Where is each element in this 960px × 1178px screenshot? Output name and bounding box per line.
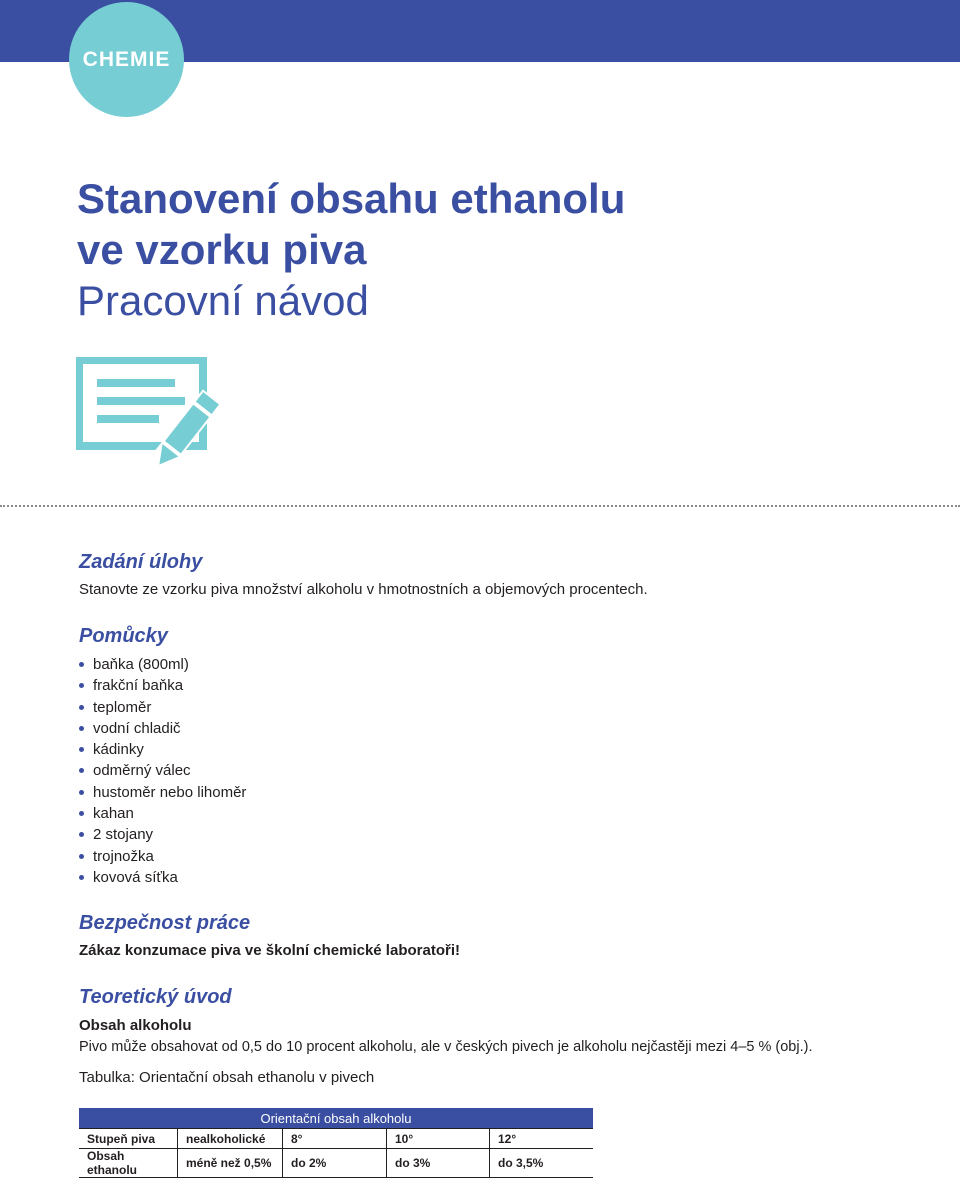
list-item: hustoměr nebo lihoměr [79, 782, 246, 803]
table-caption: Tabulka: Orientační obsah ethanolu v pivech [79, 1069, 375, 1086]
table-cell: 8° [283, 1129, 387, 1149]
table-row [79, 1129, 593, 1149]
list-item: vodní chladič [79, 718, 246, 739]
title-line-1: Stanovení obsahu ethanolu [77, 175, 626, 222]
theory-text: Pivo může obsahovat od 0,5 do 10 procent alkoholu, ale v českých pivech je alkoholu nejčastěji mezi 4–5 % (obj.). [79, 1039, 813, 1055]
table-cell: Obsah ethanolu [79, 1149, 178, 1178]
theory-subheading: Obsah alkoholu [79, 1017, 192, 1034]
task-text: Stanovte ze vzorku piva množství alkoholu v hmotnostních a objemových procentech. [79, 581, 648, 598]
title-subtitle: Pracovní návod [77, 277, 369, 324]
section-heading-tools: Pomůcky [79, 625, 168, 647]
divider [0, 505, 960, 507]
section-heading-task: Zadání úlohy [79, 551, 203, 573]
document-pencil-icon [76, 357, 222, 477]
table-header: Orientační obsah alkoholu [79, 1108, 593, 1129]
section-heading-theory: Teoretický úvod [79, 986, 232, 1008]
table-cell: do 3% [387, 1149, 490, 1178]
table-cell: Stupeň piva [79, 1129, 178, 1149]
list-item: baňka (800ml) [79, 654, 246, 675]
alcohol-table [79, 1108, 593, 1178]
table-cell: méně než 0,5% [178, 1149, 283, 1178]
section-heading-safety: Bezpečnost práce [79, 912, 251, 934]
list-item: frakční baňka [79, 675, 246, 696]
table-cell: nealkoholické [178, 1129, 283, 1149]
list-item: kahan [79, 803, 246, 824]
tools-list [79, 654, 246, 888]
list-item: 2 stojany [79, 824, 246, 845]
list-item: kádinky [79, 739, 246, 760]
list-item: trojnožka [79, 846, 246, 867]
table-cell: do 2% [283, 1149, 387, 1178]
page-title [77, 173, 625, 326]
table-cell: do 3,5% [490, 1149, 594, 1178]
table-cell: 10° [387, 1129, 490, 1149]
title-line-2: ve vzorku piva [77, 226, 367, 273]
list-item: odměrný válec [79, 760, 246, 781]
table-cell: 12° [490, 1129, 594, 1149]
list-item: teploměr [79, 697, 246, 718]
safety-text: Zákaz konzumace piva ve školní chemické laboratoři! [79, 942, 460, 959]
subject-badge: CHEMIE [69, 2, 184, 117]
list-item: kovová síťka [79, 867, 246, 888]
table-row [79, 1149, 593, 1178]
